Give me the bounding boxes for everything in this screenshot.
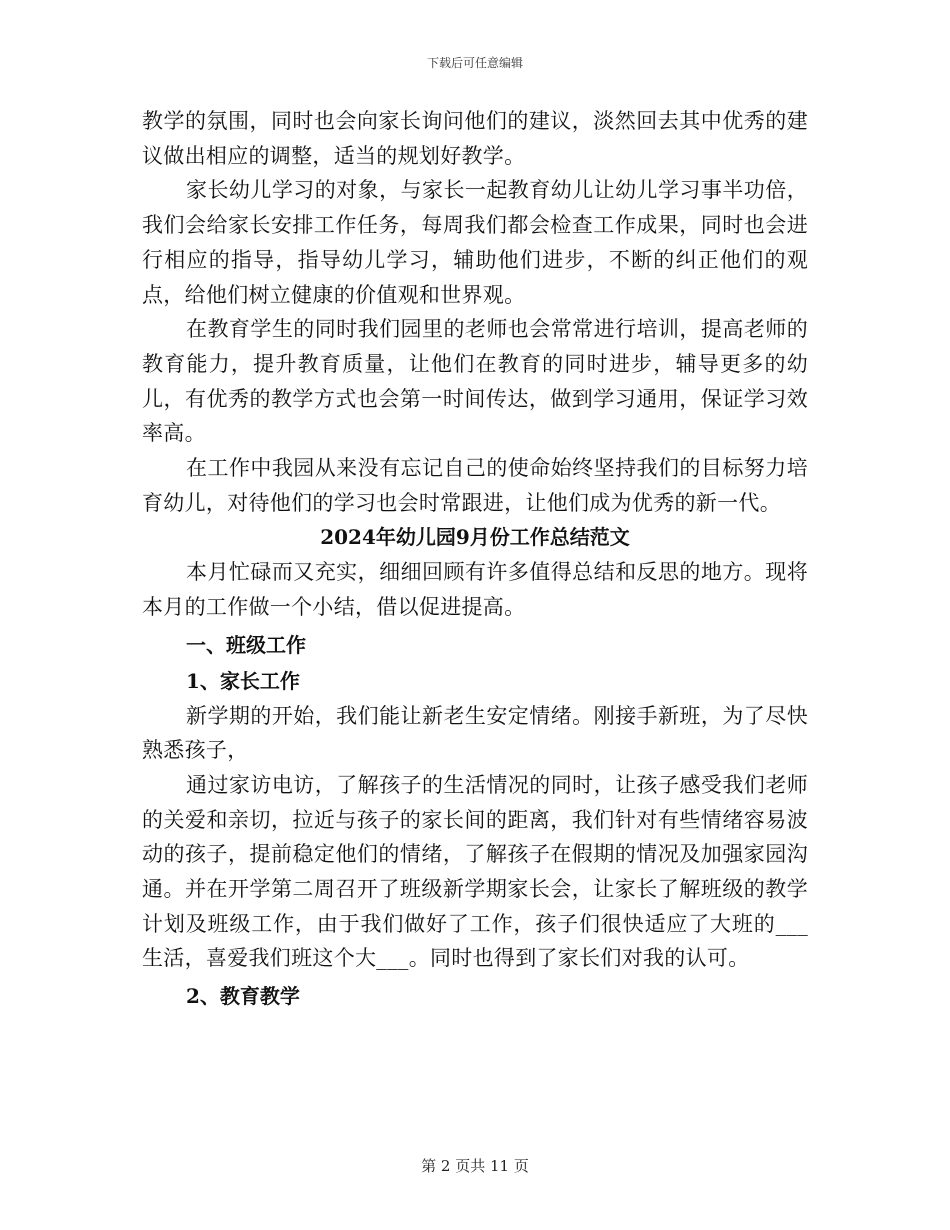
paragraph-home-visits: 通过家访电访，了解孩子的生活情况的同时，让孩子感受我们老师的关爱和亲切，拉近与孩子的家长间的距离，我们针对有些情绪容易波动的孩子，提前稳定他们的情绪，了解孩子在假期的情况及加强家园沟通。并在开学第二周召开了班级新学期家长会，让家长了解班级的教学计划及班级工作，由于我们做好了工作，孩子们很快适应了大班的___生活，喜爱我们班这个大___。同时也得到了家长们对我的认可。 xyxy=(142,772,808,971)
subsection-heading-parent-work: 1、家长工作 xyxy=(186,668,300,693)
paragraph-parents-role: 家长幼儿学习的对象，与家长一起教育幼儿让幼儿学习事半功倍，我们会给家长安排工作任务，每周我们都会检查工作成果，同时也会进行相应的指导，指导幼儿学习，辅助他们进步，不断的纠正他们的观点，给他们树立健康的价值观和世界观。 xyxy=(142,178,808,307)
subsection-heading-teaching: 2、教育教学 xyxy=(186,984,300,1009)
section-heading-class-work: 一、班级工作 xyxy=(186,632,306,657)
page-number: 第 2 页共 11 页 xyxy=(421,1157,529,1175)
document-body xyxy=(142,104,808,1014)
document-title: 2024年幼儿园9月份工作总结范文 xyxy=(320,525,630,550)
paragraph-continued: 教学的氛围，同时也会向家长询问他们的建议，淡然回去其中优秀的建议做出相应的调整，适当的规划好教学。 xyxy=(142,109,808,168)
paragraph-new-term: 新学期的开始，我们能让新老生安定情绪。刚接手新班，为了尽快熟悉孩子， xyxy=(142,703,808,763)
header-note: 下载后可任意编辑 xyxy=(426,56,523,70)
paragraph-mission: 在工作中我园从来没有忘记自己的使命始终坚持我们的目标努力培育幼儿，对待他们的学习也会时常跟进，让他们成为优秀的新一代。 xyxy=(142,456,808,515)
paragraph-intro: 本月忙碌而又充实，细细回顾有许多值得总结和反思的地方。现将本月的工作做一个小结，借以促进提高。 xyxy=(142,560,808,619)
paragraph-teacher-training: 在教育学生的同时我们园里的老师也会常常进行培训，提高老师的教育能力，提升教育质量，让他们在教育的同时进步，辅导更多的幼儿，有优秀的教学方式也会第一时间传达，做到学习通用，保证学习效率高。 xyxy=(142,317,808,446)
